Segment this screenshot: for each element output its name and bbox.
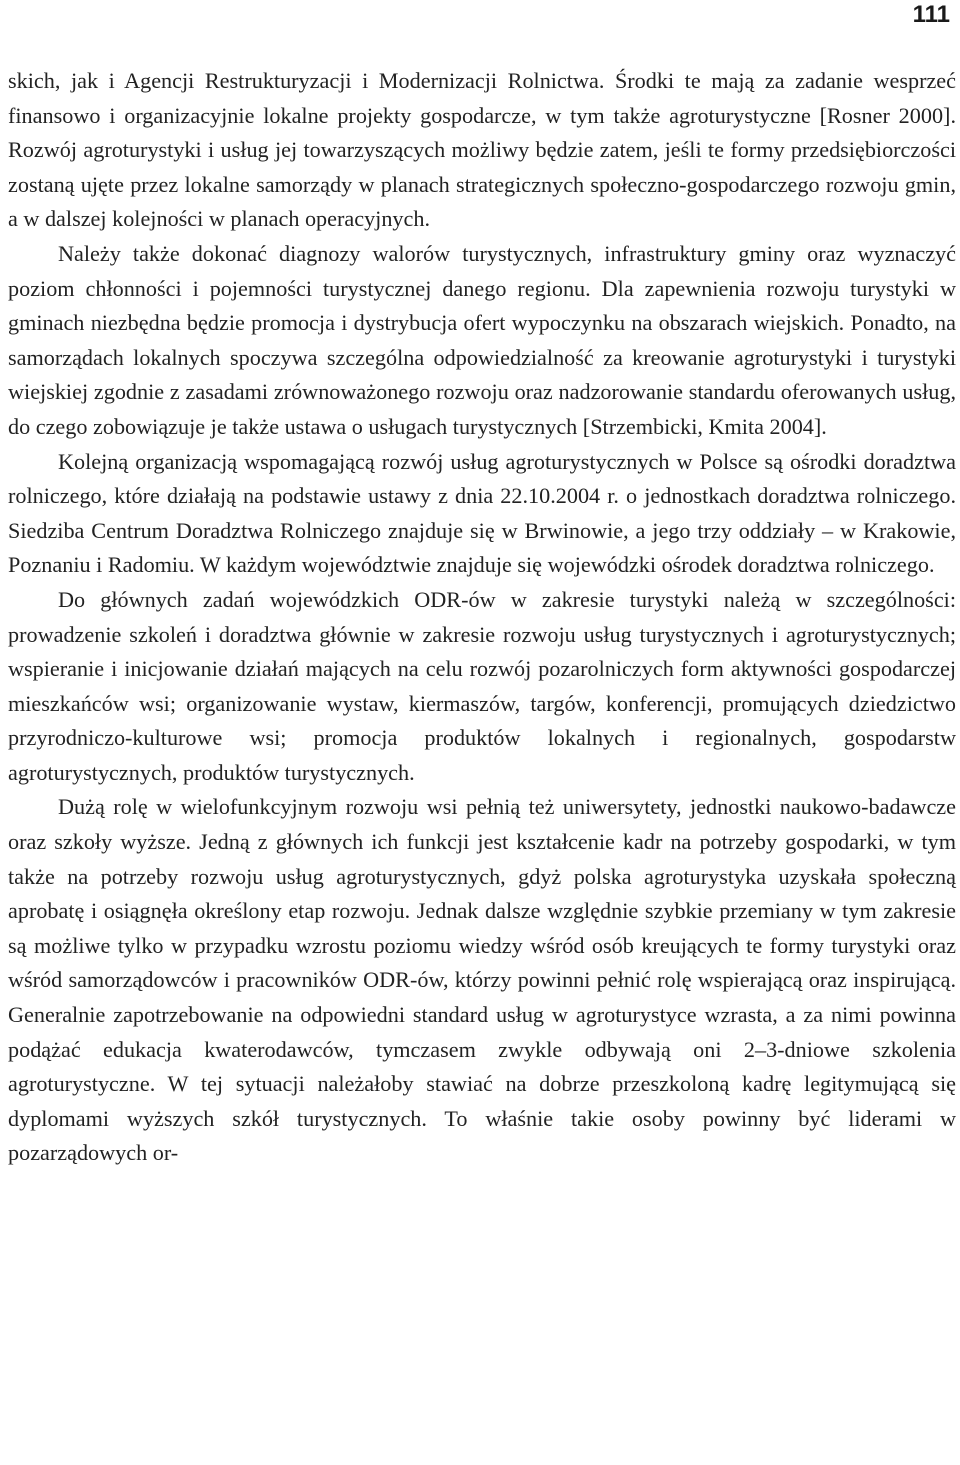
paragraph-5: Dużą rolę w wielofunkcyjnym rozwoju wsi pełnią też uniwersytety, jednostki naukowo-badawcze oraz szkoły wyższe. Jedną z głównych ich funkcji jest kształcenie kadr na potrzeby gospodarki, w tym także na potrzeby rozwoju usług agroturystycznych, gdyż polska agroturystyka uzyskała społeczną aprobatę i osiągnęła określony etap rozwoju. Jednak dalsze względnie szybkie przemiany w tym zakresie są możliwe tylko w przypadku wzrostu poziomu wiedzy wśród osób kreujących te formy turystyki oraz wśród samorządowców i pracowników ODR-ów, którzy powinni pełnić rolę wspierającą oraz inspirującą. Generalnie zapotrzebowanie na odpowiedni standard usług w agroturystyce wzrasta, a za nimi powinna podążać edukacja kwaterodawców, tymczasem zwykle odbywają oni 2–3-dniowe szkolenia agroturystyczne. W tej sytuacji należałoby stawiać na dobrze przeszkoloną kadrę legitymującą się dyplomami wyższych szkół turystycznych. To właśnie takie osoby powinny być liderami w pozarządowych or- — [8, 794, 956, 1166]
page-number: 111 — [912, 1, 950, 28]
paragraph-3: Kolejną organizacją wspomagającą rozwój usług agroturystycznych w Polsce są ośrodki doradztwa rolniczego, które działają na podstawie ustawy z dnia 22.10.2004 r. o jednostkach doradztwa rolniczego. Siedziba Centrum Doradztwa Rolniczego znajduje się w Brwinowie, a jego trzy oddziały – w Krakowie, Poznaniu i Radomiu. W każdym województwie znajduje się wojewódzki ośrodek doradztwa rolniczego. — [8, 448, 956, 578]
paragraph-2: Należy także dokonać diagnozy walorów turystycznych, infrastruktury gminy oraz wyznaczyć poziom chłonności i pojemności turystycznej danego regionu. Dla zapewnienia rozwoju turystyki w gminach niezbędna będzie promocja i dystrybucja ofert wypoczynku na obszarach wiejskich. Ponadto, na samorządach lokalnych spoczywa szczególna odpowiedzialność za kreowanie agroturystyki i turystyki wiejskiej zgodnie z zasadami zrównoważonego rozwoju oraz nadzorowanie standardu oferowanych usług, do czego zobowiązuje je także ustawa o usługach turystycznych [Strzembicki, Kmita 2004]. — [8, 240, 956, 439]
body-text — [8, 64, 956, 1171]
paragraph-1: skich, jak i Agencji Restrukturyzacji i Modernizacji Rolnictwa. Środki te mają za zadanie wesprzeć finansowo i organizacyjnie lokalne projekty gospodarcze, w tym także agroturystyczne [Rosner 2000]. Rozwój agroturystyki i usług jej towarzyszących możliwy będzie zatem, jeśli te formy przedsiębiorczości zostaną ujęte przez lokalne samorządy w planach strategicznych społeczno-gospodarczego rozwoju gmin, a w dalszej kolejności w planach operacyjnych. — [8, 68, 956, 232]
paragraph-4: Do głównych zadań wojewódzkich ODR-ów w zakresie turystyki należą w szczególności: prowadzenie szkoleń i doradztwa głównie w zakresie rozwoju usług turystycznych i agroturystycznych; wspieranie i inicjowanie działań mających na celu rozwój pozarolniczych form aktywności gospodarczej mieszkańców wsi; organizowanie wystaw, kiermaszów, targów, konferencji, promujących dziedzictwo przyrodniczo-kulturowe wsi; promocja produktów lokalnych i regionalnych, gospodarstw agroturystycznych, produktów turystycznych. — [8, 586, 956, 785]
